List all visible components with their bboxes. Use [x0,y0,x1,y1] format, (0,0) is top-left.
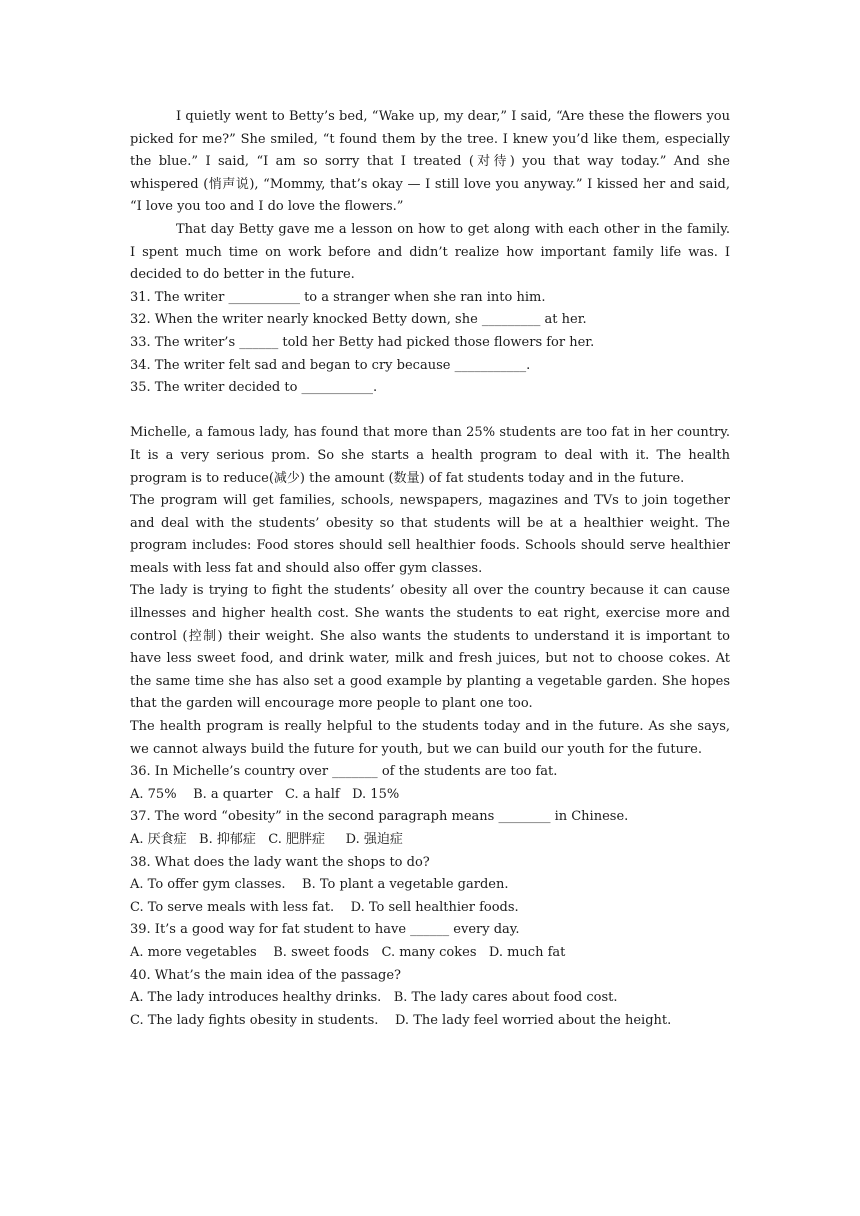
question-40-options-ab: A. The lady introduces healthy drinks. B. The lady cares about food cost. [130,990,618,1006]
passage-paragraph-4: The health program is really helpful to the students today and in the future. As she says, we cannot always build the future for youth, but we can build our youth for the future. [130,719,730,757]
question-31: 31. The writer ___________ to a stranger when she ran into him. [130,289,546,305]
story-paragraph-2: That day Betty gave me a lesson on how to get along with each other in the family. I spent much time on work before and didn’t realize how important family life was. I decided to do better in the future. [130,221,730,283]
question-40: 40. What’s the main idea of the passage? [130,967,402,983]
page-content [130,106,730,1032]
section-gap [130,400,730,423]
question-36: 36. In Michelle’s country over _______ of the students are too fat. [130,764,558,780]
question-37: 37. The word “obesity” in the second paragraph means ________ in Chinese. [130,809,629,825]
question-38-options-cd: C. To serve meals with less fat. D. To sell healthier foods. [130,899,519,915]
question-38: 38. What does the lady want the shops to do? [130,854,430,870]
question-33: 33. The writer’s ______ told her Betty had picked those flowers for her. [130,334,595,350]
question-37-options: A. 厌食症 B. 抑郁症 C. 肥胖症 D. 强迫症 [130,832,403,847]
passage-paragraph-2: The program will get families, schools, newspapers, magazines and TVs to join together and deal with the students’ obesity so that students will be at a healthier weight. The program includes: Food stores should sell healthier foods. Schools should serve healthier meals with less fat and should also offer gym classes. [130,493,730,576]
passage-paragraph-1: Michelle, a famous lady, has found that more than 25% students are too fat in her country. It is a very serious prom. So she starts a health program to deal with it. The health program is to reduce(减少) the amount (数量) of fat students today and in the future. [130,425,730,486]
question-39-options: A. more vegetables B. sweet foods C. many cokes D. much fat [130,944,566,960]
question-32: 32. When the writer nearly knocked Betty down, she _________ at her. [130,312,587,328]
question-40-options-cd: C. The lady fights obesity in students. D. The lady feel worried about the height. [130,1012,672,1028]
question-34: 34. The writer felt sad and began to cry because ___________. [130,357,531,373]
story-paragraph-1: I quietly went to Betty’s bed, “Wake up, my dear,” I said, “Are these the flowers you picked for me?” She smiled, “t found them by the tree. I knew you’d like them, especially the blue.” I said, “I am so sorry that I treated (对待) you that way today.” And she whispered (悄声说), “Mommy, that’s okay — I still love you anyway.” I kissed her and said, “I love you too and I do love the flowers.” [130,109,730,215]
question-35: 35. The writer decided to ___________. [130,380,378,396]
question-38-options-ab: A. To offer gym classes. B. To plant a vegetable garden. [130,877,509,893]
question-39: 39. It’s a good way for fat student to have ______ every day. [130,922,520,938]
question-36-options: A. 75% B. a quarter C. a half D. 15% [130,786,400,802]
passage-paragraph-3: The lady is trying to fight the students’ obesity all over the country because it can cause illnesses and higher health cost. She wants the students to eat right, exercise more and control (控制) their weight. She also wants the students to understand it is important to have less sweet food, and drink water, milk and fresh juices, but not to choose cokes. At the same time she has also set a good example by planting a vegetable garden. She hopes that the garden will encourage more people to plant one too. [130,583,730,712]
